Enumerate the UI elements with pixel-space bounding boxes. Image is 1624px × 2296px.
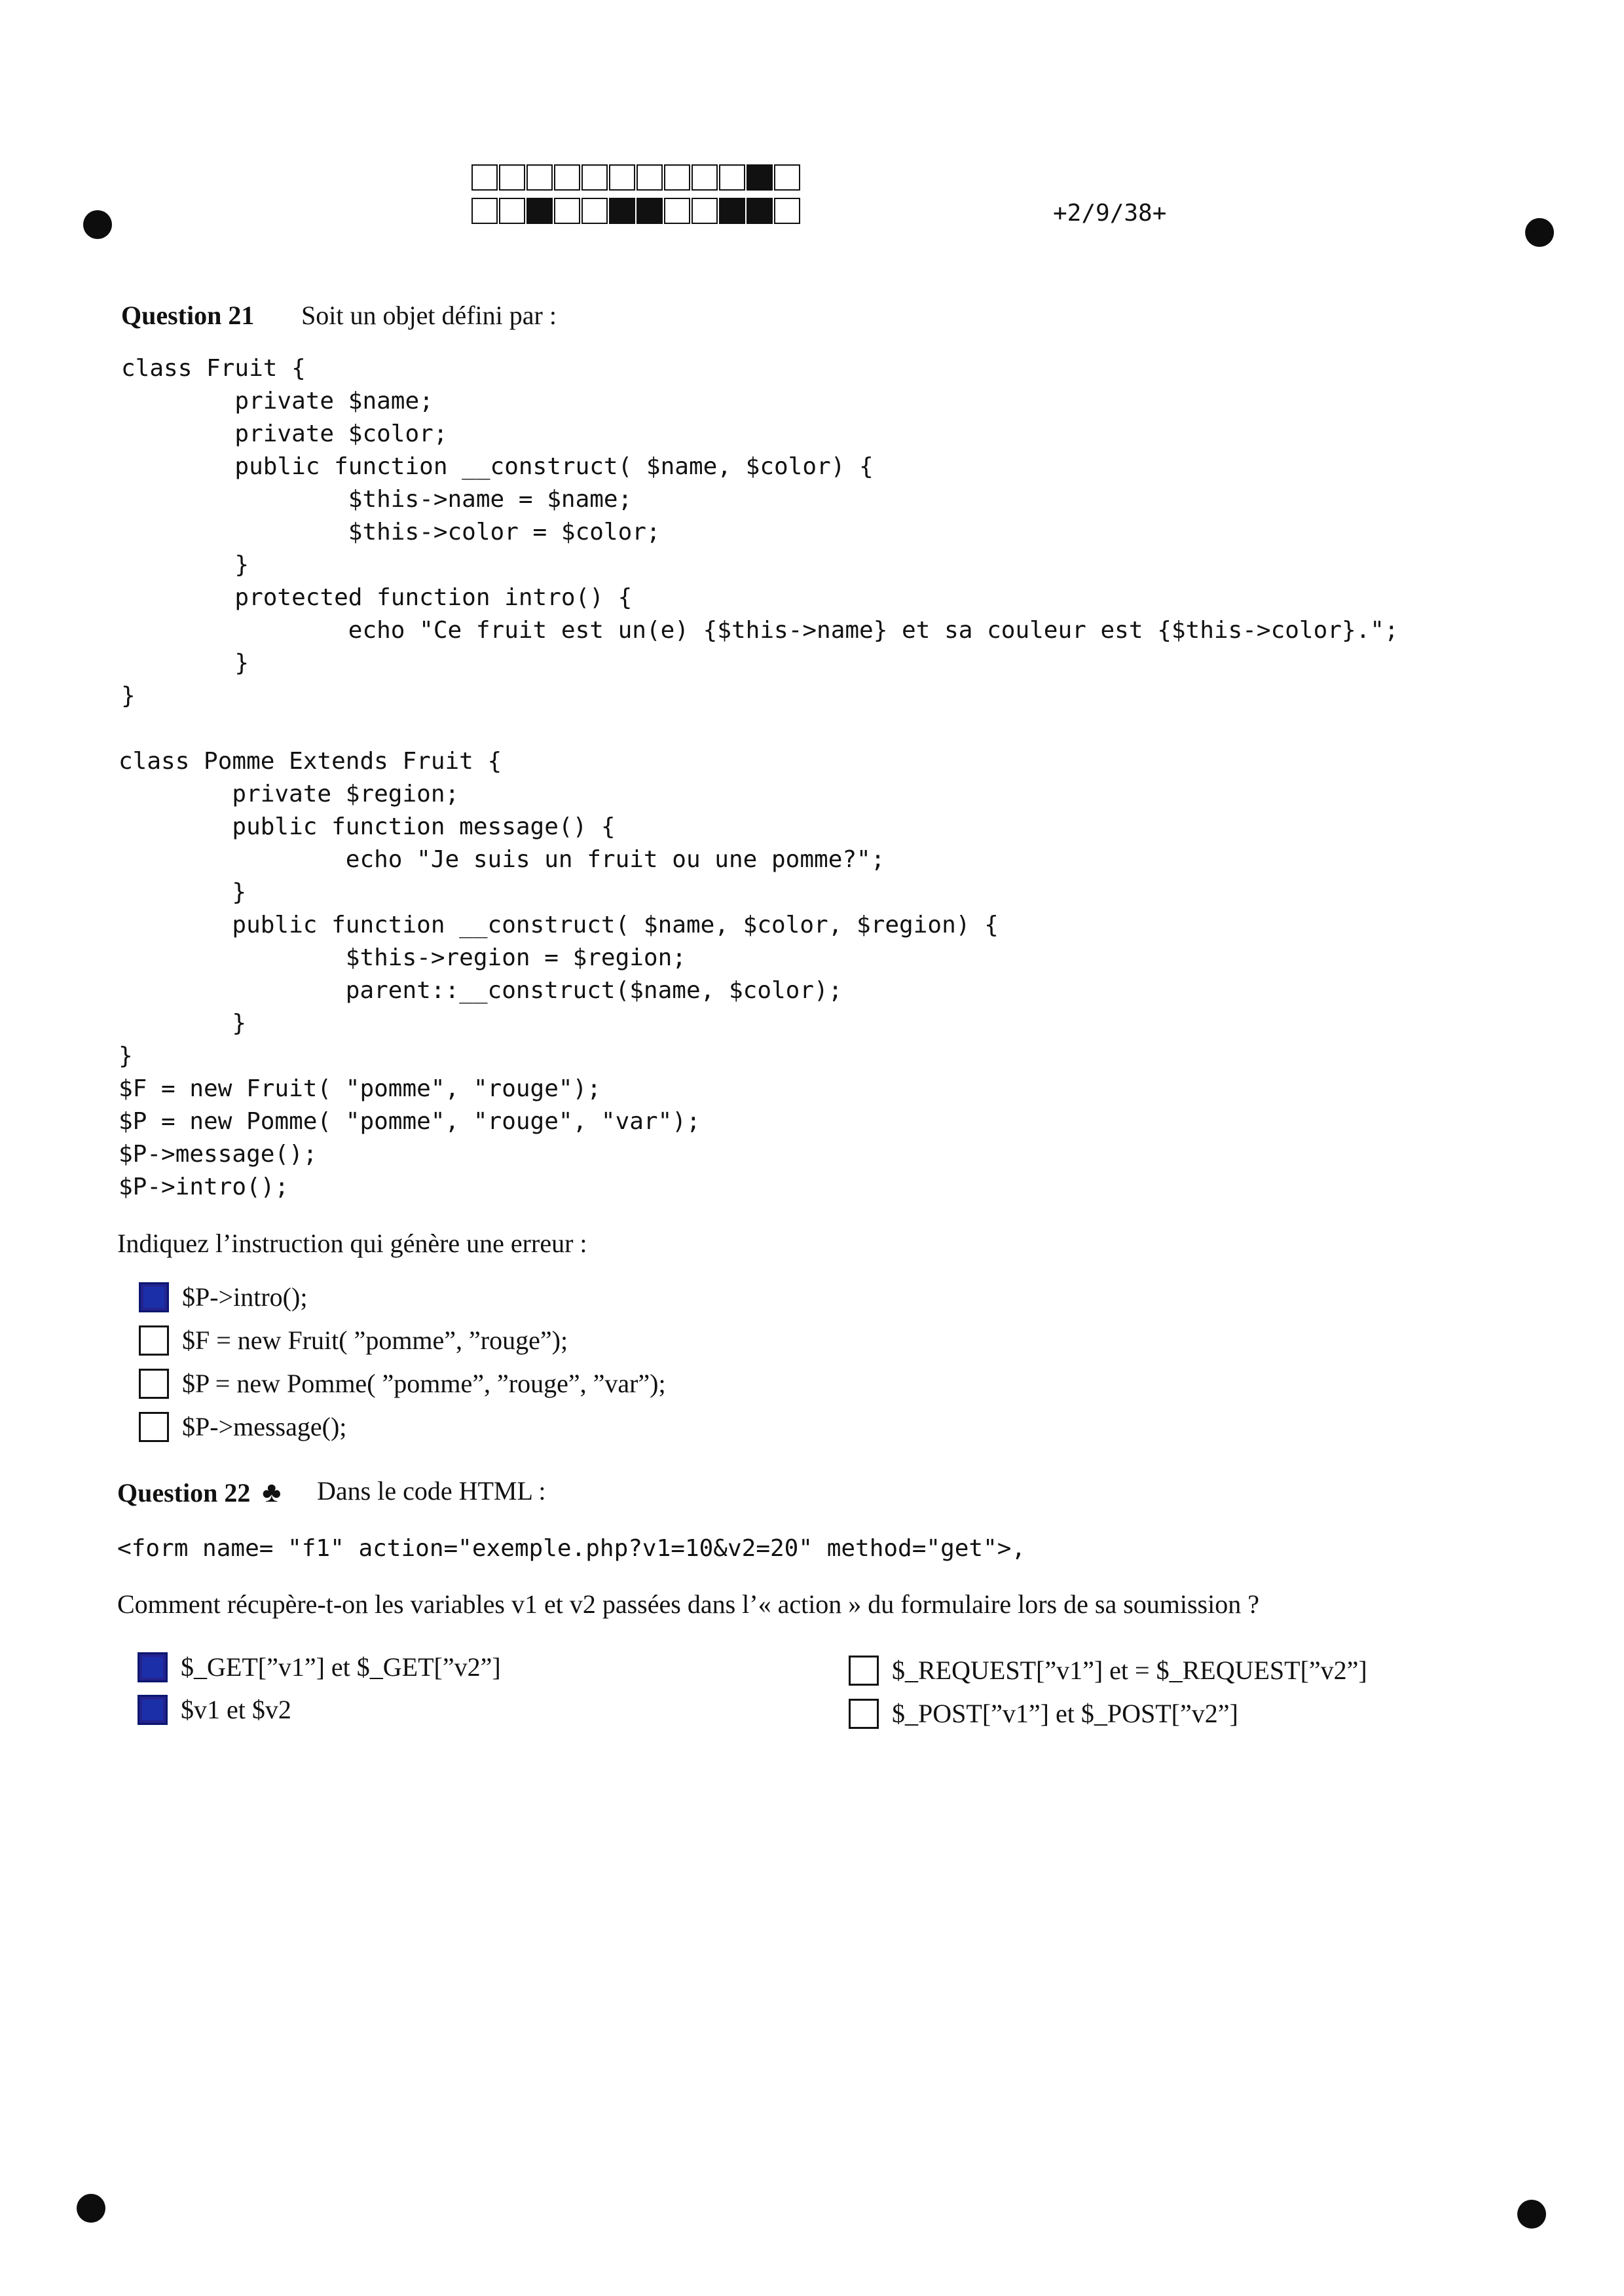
q21-answer-1-label: $P->intro(); (182, 1282, 308, 1312)
q21-answer-1-checkbox[interactable] (139, 1282, 169, 1312)
page-identifier: +2/9/38+ (1053, 200, 1167, 227)
code-cell (554, 164, 580, 191)
q22-answer-1[interactable] (138, 1652, 501, 1682)
student-code-row-1 (471, 164, 802, 191)
code-cell (774, 164, 800, 191)
q22-answer-2-label: $v1 et $v2 (181, 1695, 291, 1724)
q22-answer-2[interactable] (138, 1694, 291, 1725)
q21-answer-3-label: $P = new Pomme( ”pomme”, ”rouge”, ”var”); (182, 1369, 666, 1398)
club-icon: ♣ (262, 1476, 282, 1508)
corner-mark-bottom-left (77, 2194, 105, 2223)
q22-answer-4-label: $_POST[”v1”] et $_POST[”v2”] (892, 1699, 1238, 1728)
code-cell (747, 198, 773, 224)
q21-answer-2[interactable] (139, 1325, 568, 1356)
question-22-header (117, 1475, 546, 1509)
question-21-label: Question 21 (121, 301, 255, 330)
q22-answer-4[interactable] (849, 1698, 1238, 1729)
question-21-text: Soit un objet défini par : (301, 301, 557, 330)
q21-answer-4-checkbox[interactable] (139, 1412, 169, 1442)
code-cell (692, 198, 718, 224)
q22-answer-3-checkbox[interactable] (849, 1656, 879, 1686)
code-cell (499, 164, 525, 191)
code-cell (719, 198, 745, 224)
q21-answer-4[interactable] (139, 1411, 346, 1442)
code-cell (609, 164, 635, 191)
question-21-code-fruit: class Fruit { private $name; private $color; public function __construct( $name, $color) { $this->name = $name; $this->color = $color; } protected function intro() { echo "Ce fruit est un(e) {$this->name} et sa couleur est {$this->color}."; } } (121, 355, 1399, 709)
q22-answer-3-label: $_REQUEST[”v1”] et = $_REQUEST[”v2”] (892, 1656, 1367, 1685)
q21-answer-3[interactable] (139, 1368, 666, 1399)
code-cell (581, 198, 608, 224)
q21-answer-2-label: $F = new Fruit( ”pomme”, ”rouge”); (182, 1325, 568, 1355)
code-cell (526, 164, 553, 191)
code-cell (637, 198, 663, 224)
code-cell (471, 198, 498, 224)
code-cell (609, 198, 635, 224)
question-21-header (121, 300, 557, 331)
code-cell (719, 164, 745, 191)
code-cell (499, 198, 525, 224)
code-cell (664, 164, 690, 191)
q22-answer-3[interactable] (849, 1655, 1367, 1686)
q22-answer-4-checkbox[interactable] (849, 1699, 879, 1729)
code-cell (554, 198, 580, 224)
code-cell (581, 164, 608, 191)
q22-answer-1-label: $_GET[”v1”] et $_GET[”v2”] (181, 1652, 501, 1682)
q22-answer-1-checkbox[interactable] (138, 1652, 168, 1682)
corner-mark-top-left (83, 210, 112, 239)
q21-answer-1[interactable] (139, 1282, 307, 1312)
code-cell (526, 198, 553, 224)
code-cell (774, 198, 800, 224)
question-22-prompt: Comment récupère-t-on les variables v1 et v2 passées dans l’« action » du formulaire lors de sa soumission ? (117, 1589, 1259, 1619)
question-21-prompt: Indiquez l’instruction qui génère une erreur : (117, 1229, 587, 1258)
question-22-code: <form name= "f1" action="exemple.php?v1=10&v2=20" method="get">, (117, 1535, 1026, 1562)
corner-mark-top-right (1525, 218, 1554, 247)
q21-answer-2-checkbox[interactable] (139, 1325, 169, 1356)
code-cell (747, 164, 773, 191)
q21-answer-4-label: $P->message(); (182, 1412, 347, 1441)
corner-mark-bottom-right (1517, 2200, 1546, 2229)
code-cell (637, 164, 663, 191)
question-22-label: Question 22 (117, 1478, 251, 1508)
code-cell (692, 164, 718, 191)
code-cell (471, 164, 498, 191)
question-21-code-pomme: class Pomme Extends Fruit { private $region; public function message() { echo "Je suis un fruit ou une pomme?"; } public function __construct( $name, $color, $region) { $this->region = $region; parent::__construct($name, $color); } } $F = new Fruit( "pomme", "rouge"); $P = new Pomme( "pomme", "rouge", "var"); $P->message(); $P->intro(); (119, 748, 999, 1200)
q21-answer-3-checkbox[interactable] (139, 1369, 169, 1399)
code-cell (664, 198, 690, 224)
q22-answer-2-checkbox[interactable] (138, 1695, 168, 1725)
student-code-row-2 (471, 198, 802, 224)
question-22-text: Dans le code HTML : (317, 1476, 546, 1506)
